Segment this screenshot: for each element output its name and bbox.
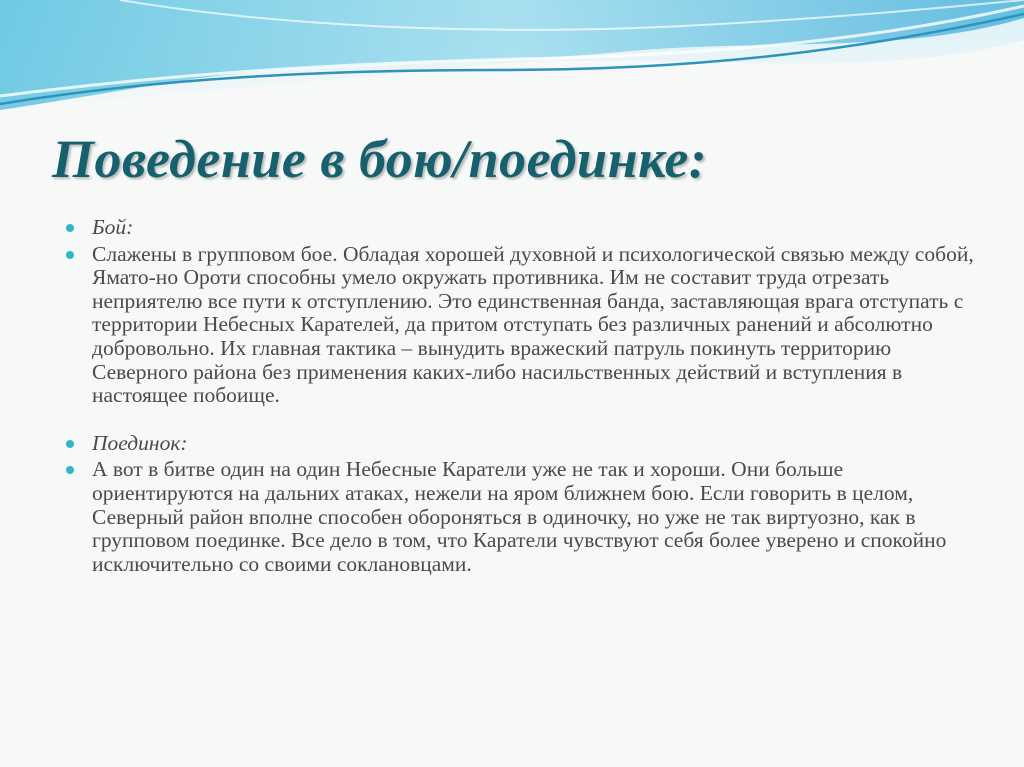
header-wave-decoration	[0, 0, 1024, 120]
bullet-dot-icon	[66, 466, 74, 474]
bullet-dot-icon	[66, 251, 74, 259]
bullet-text: Бой:	[92, 215, 134, 239]
slide-title: Поведение в бою/поединке:	[52, 129, 708, 189]
bullet-text: А вот в битве один на один Небесные Каратели уже не так и хороши. Они больше ориентируются на дальних атаках, нежели на яром ближнем бою. Если говорить в целом, Северный район вполне способен обороняться в одиночку, но уже не так виртуозно, как в групповом поединке. Все дело в том, что Каратели чувствуют себя более уверено и спокойно исключительно со своими соклановцами.	[92, 457, 947, 576]
bullet-fight-description	[62, 243, 982, 408]
bullet-fight-label	[62, 216, 982, 240]
bullet-text: Поединок:	[92, 430, 188, 455]
bullet-dot-icon	[66, 224, 74, 232]
bullet-list	[62, 216, 982, 576]
bullet-dot-icon	[66, 440, 74, 448]
bullet-duel-label	[62, 432, 982, 456]
bullet-duel-description	[62, 458, 982, 576]
bullet-text: Слажены в групповом бое. Обладая хорошей духовной и психологической связью между собой, Ямато-но Ороти способны умело окружать противника. Им не составит труда отрезать неприятелю все пути к отступлению. Это единственная банда, заставляющая врага отступать с территории Небесных Карателей, да притом отступать без различных ранений и абсолютно добровольно. Их главная тактика – вынудить вражеский патруль покинуть территорию Северного района без применения каких-либо насильственных действий и вступления в настоящее побоище.	[92, 241, 974, 408]
